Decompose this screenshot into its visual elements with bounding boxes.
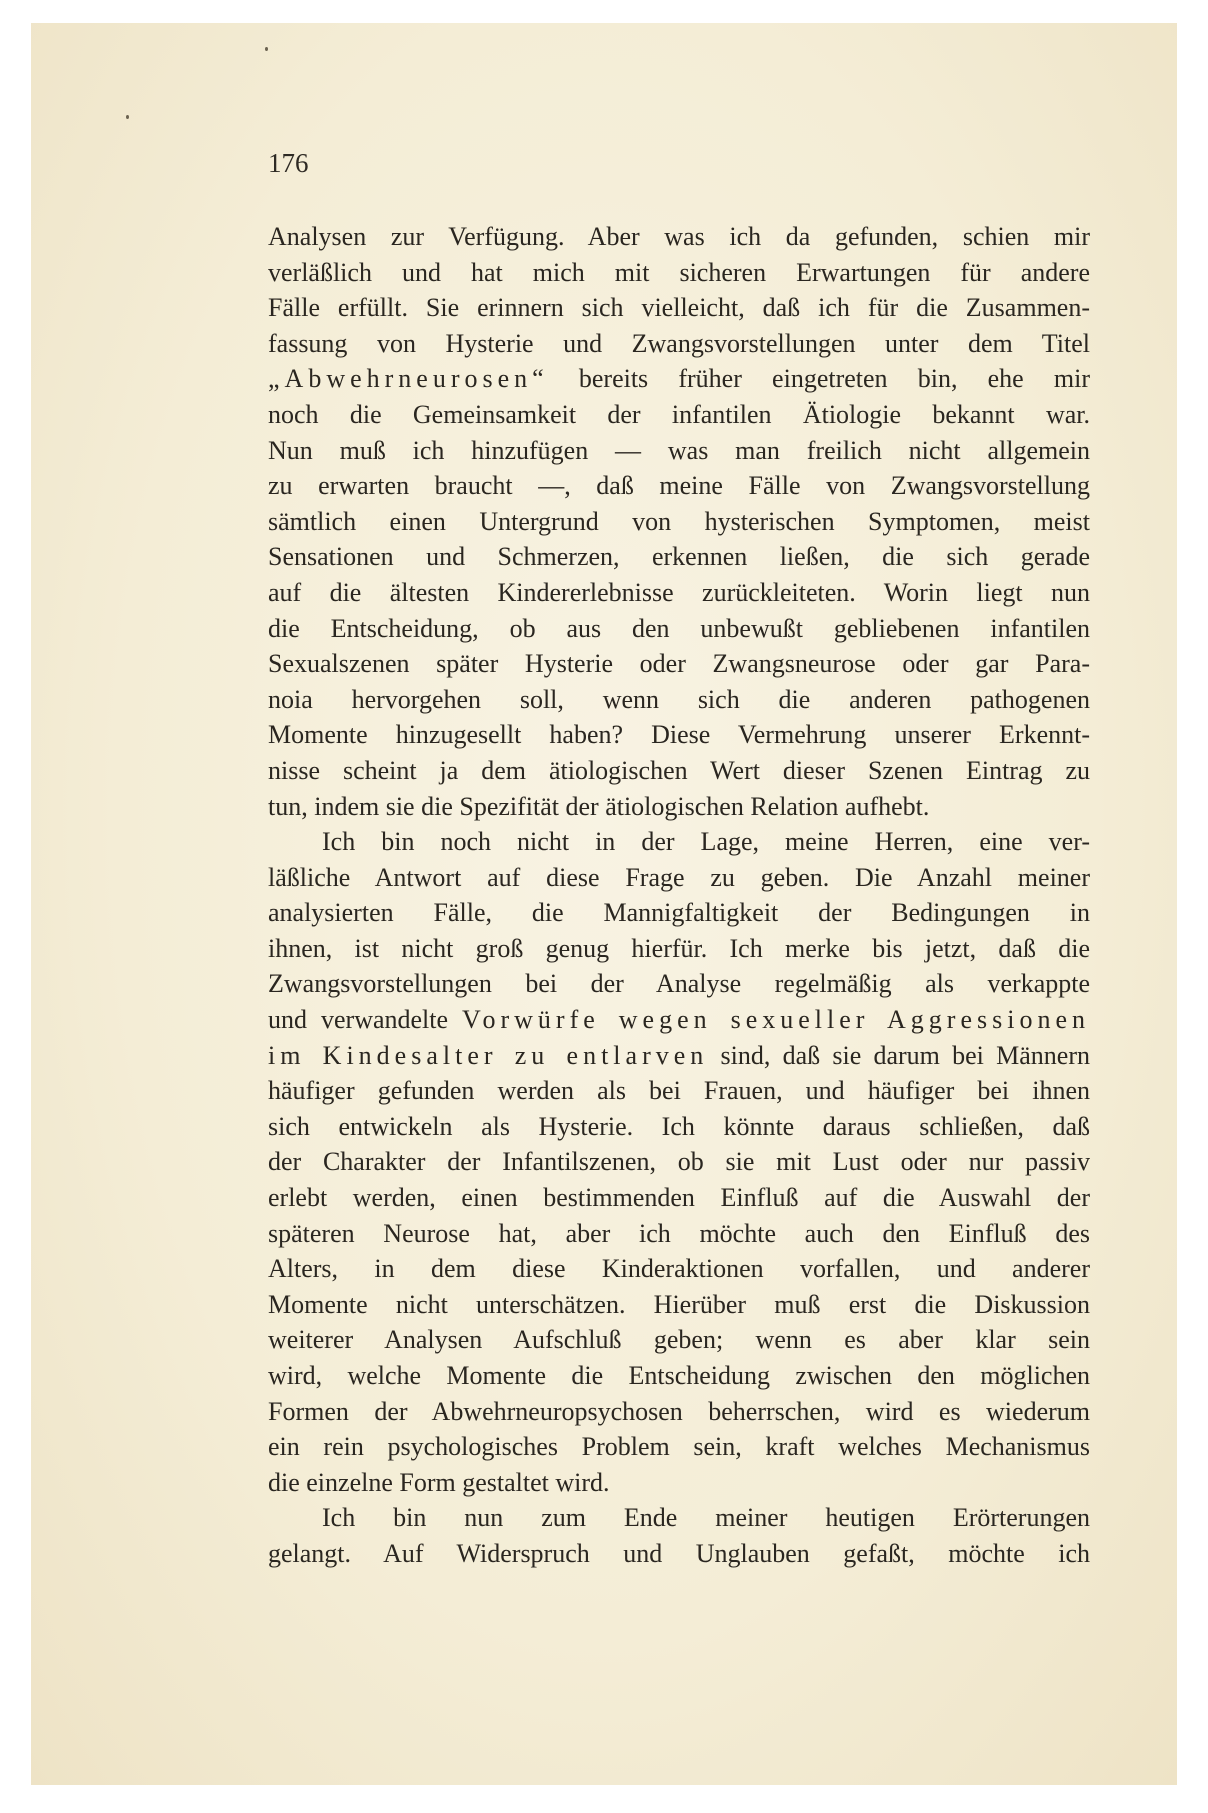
text-line — [268, 468, 1090, 504]
text-segment: verläßlich und hat mich mit sicheren Erwartungen für andere — [268, 257, 1090, 287]
text-line — [268, 966, 1090, 1002]
text-line — [268, 682, 1090, 718]
text-segment: analysierten Fälle, die Mannigfaltigkeit der Bedingungen in — [268, 898, 1090, 928]
text-line — [268, 646, 1090, 682]
text-line — [268, 361, 1090, 397]
text-line — [268, 1394, 1090, 1430]
text-line — [268, 1322, 1090, 1358]
text-segment: sind, daß sie darum bei Männern — [708, 1040, 1090, 1070]
text-segment: Sensationen und Schmerzen, erkennen ließen, die sich gerade — [268, 542, 1090, 572]
text-line — [268, 1180, 1090, 1216]
text-line — [268, 931, 1090, 967]
text-segment: häufiger gefunden werden als bei Frauen, und häufiger bei ihnen — [268, 1076, 1090, 1106]
text-segment: Momente nicht unterschätzen. Hierüber muß erst die Diskussion — [268, 1289, 1090, 1319]
text-segment: sich entwickeln als Hysterie. Ich könnte daraus schließen, daß — [268, 1111, 1090, 1141]
text-line — [268, 397, 1090, 433]
text-line — [268, 895, 1090, 931]
text-segment: tun, indem sie die Spezifität der ätiologischen Relation aufhebt. — [268, 791, 930, 821]
text-segment: läßliche Antwort auf diese Frage zu geben. Die Anzahl meiner — [268, 862, 1090, 892]
text-line — [268, 539, 1090, 575]
text-line — [268, 824, 1090, 860]
text-line — [268, 1038, 1090, 1074]
text-segment: wird, welche Momente die Entscheidung zwischen den möglichen — [268, 1361, 1090, 1390]
text-segment: und verwandelte — [268, 1005, 463, 1035]
text-segment: Alters, in dem diese Kinderaktionen vorfallen, und anderer — [268, 1254, 1090, 1284]
text-line — [268, 1002, 1090, 1038]
text-line — [268, 255, 1090, 291]
text-segment: noia hervorgehen soll, wenn sich die anderen pathogenen — [268, 684, 1090, 714]
text-segment: gelangt. Auf Widerspruch und Unglauben gefaßt, möchte ich — [268, 1538, 1090, 1568]
text-segment: zu erwarten braucht —, daß meine Fälle von Zwangsvorstellung — [268, 471, 1090, 501]
text-line — [268, 504, 1090, 540]
text-segment: Momente hinzugesellt haben? Diese Vermehrung unserer Erkennt- — [268, 720, 1090, 750]
text-line — [268, 290, 1090, 326]
text-segment: Ich bin noch nicht in der Lage, meine Herren, eine ver- — [322, 827, 1090, 857]
text-line — [268, 1073, 1090, 1109]
text-line — [268, 789, 1090, 825]
text-segment: Sexualszenen später Hysterie oder Zwangsneurose oder gar Para- — [268, 649, 1090, 679]
page-number: 176 — [268, 148, 309, 178]
text-line — [268, 1287, 1090, 1323]
text-segment: auf die ältesten Kindererlebnisse zurückleiteten. Worin liegt nun — [268, 577, 1090, 607]
text-segment: die Entscheidung, ob aus den unbewußt gebliebenen infantilen — [268, 613, 1090, 643]
text-line — [268, 1216, 1090, 1252]
text-segment: Zwangsvorstellungen bei der Analyse regelmäßig als verkappte — [268, 969, 1090, 999]
text-line — [268, 219, 1090, 255]
text-segment: der Charakter der Infantilszenen, ob sie mit Lust oder nur passiv — [268, 1147, 1090, 1177]
text-line — [268, 1144, 1090, 1180]
text-segment: nisse scheint ja dem ätiologischen Wert dieser Szenen Eintrag zu — [268, 755, 1090, 785]
text-segment: Formen der Abwehrneuropsychosen beherrschen, wird es wiederum — [268, 1396, 1090, 1426]
text-segment: bereits früher eingetreten bin, ehe mir — [548, 364, 1090, 394]
text-line — [268, 575, 1090, 611]
text-segment: noch die Gemeinsamkeit der infantilen Ätiologie bekannt war. — [268, 399, 1090, 429]
text-line — [268, 611, 1090, 647]
text-line — [268, 1500, 1090, 1536]
text-line — [268, 1251, 1090, 1287]
text-line — [268, 753, 1090, 789]
text-line — [268, 326, 1090, 362]
text-segment: Ich bin nun zum Ende meiner heutigen Erörterungen — [322, 1503, 1090, 1533]
text-line — [268, 1536, 1090, 1572]
text-segment: weiterer Analysen Aufschluß geben; wenn es aber klar sein — [268, 1325, 1090, 1355]
text-segment: sämtlich einen Untergrund von hysterischen Symptomen, meist — [268, 506, 1090, 536]
text-segment: fassung von Hysterie und Zwangsvorstellungen unter dem Titel — [268, 328, 1090, 358]
text-line — [268, 860, 1090, 896]
spaced-emphasis-text: im Kindesalter zu entlarven — [268, 1040, 709, 1070]
text-segment: Nun muß ich hinzufügen — was man freilich nicht allgemein — [268, 435, 1090, 465]
text-segment: Analysen zur Verfügung. Aber was ich da gefunden, schien mir — [268, 222, 1090, 251]
text-line — [268, 1429, 1090, 1465]
spaced-emphasis-text: Vorwürfe wegen sexueller Aggressionen — [462, 1005, 1090, 1035]
text-segment: erlebt werden, einen bestimmenden Einfluß auf die Auswahl der — [268, 1183, 1090, 1213]
text-segment: Fälle erfüllt. Sie erinnern sich vielleicht, daß ich für die Zusammen- — [268, 293, 1090, 323]
text-line — [268, 1465, 1090, 1501]
text-segment: ihnen, ist nicht groß genug hierfür. Ich merke bis jetzt, daß die — [268, 933, 1090, 963]
paper-speck — [126, 115, 129, 119]
text-line — [268, 1358, 1090, 1394]
text-line — [268, 433, 1090, 469]
spaced-emphasis-text: „Abwehrneurosen“ — [268, 364, 549, 394]
text-line — [268, 1109, 1090, 1145]
text-segment: die einzelne Form gestaltet wird. — [268, 1467, 610, 1497]
text-line — [268, 717, 1090, 753]
body-text — [268, 219, 1090, 1572]
paper-speck — [265, 47, 268, 51]
text-segment: späteren Neurose hat, aber ich möchte auch den Einfluß des — [268, 1218, 1090, 1248]
text-segment: ein rein psychologisches Problem sein, kraft welches Mechanismus — [268, 1432, 1090, 1462]
